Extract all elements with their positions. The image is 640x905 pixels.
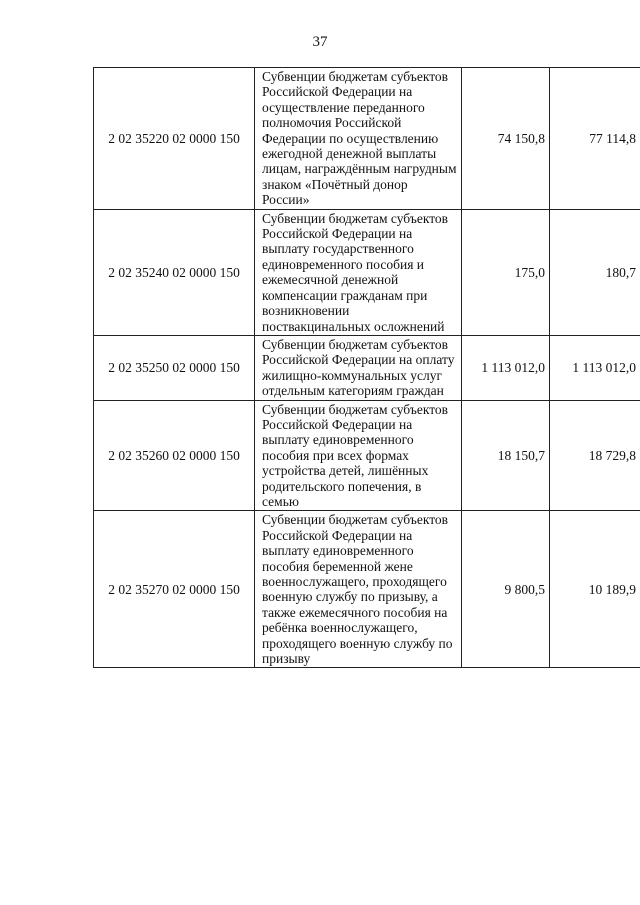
table-row bbox=[94, 511, 640, 668]
amount-year1-cell: 18 150,7 bbox=[462, 400, 550, 511]
revenue-name-cell: Субвенции бюджетам субъектов Российской Федерации на осуществление переданного полномочия Российской Федерации по осуществлению ежегодной денежной выплаты лицам, награждённым нагрудным знаком «Почётный донор России» bbox=[255, 68, 462, 210]
budget-code-cell: 2 02 35270 02 0000 150 bbox=[94, 511, 255, 668]
budget-code-cell: 2 02 35220 02 0000 150 bbox=[94, 68, 255, 210]
budget-code-cell: 2 02 35250 02 0000 150 bbox=[94, 335, 255, 400]
amount-year2-cell: 18 729,8 bbox=[550, 400, 640, 511]
amount-year2-cell: 10 189,9 bbox=[550, 511, 640, 668]
amount-year2-cell: 180,7 bbox=[550, 209, 640, 335]
budget-code-cell: 2 02 35260 02 0000 150 bbox=[94, 400, 255, 511]
table-row bbox=[94, 68, 640, 210]
revenue-name-cell: Субвенции бюджетам субъектов Российской Федерации на выплату единовременного пособия при всех формах устройства детей, лишённых родительского попечения, в семью bbox=[255, 400, 462, 511]
budget-table bbox=[93, 67, 640, 668]
table-row bbox=[94, 400, 640, 511]
table-row bbox=[94, 335, 640, 400]
revenue-name-cell: Субвенции бюджетам субъектов Российской Федерации на выплату государственного единовременного пособия и ежемесячной денежной компенсации гражданам при возникновении поствакцинальных осложнений bbox=[255, 209, 462, 335]
amount-year1-cell: 175,0 bbox=[462, 209, 550, 335]
amount-year1-cell: 9 800,5 bbox=[462, 511, 550, 668]
amount-year2-cell: 1 113 012,0 bbox=[550, 335, 640, 400]
table-row bbox=[94, 209, 640, 335]
amount-year1-cell: 74 150,8 bbox=[462, 68, 550, 210]
page-number: 37 bbox=[312, 34, 328, 50]
amount-year1-cell: 1 113 012,0 bbox=[462, 335, 550, 400]
budget-code-cell: 2 02 35240 02 0000 150 bbox=[94, 209, 255, 335]
amount-year2-cell: 77 114,8 bbox=[550, 68, 640, 210]
revenue-name-cell: Субвенции бюджетам субъектов Российской Федерации на выплату единовременного пособия беременной жене военнослужащего, проходящего военную службу по призыву, а также ежемесячного пособия на ребёнка военнослужащего, проходящего военную службу по призыву bbox=[255, 511, 462, 668]
revenue-name-cell: Субвенции бюджетам субъектов Российской Федерации на оплату жилищно-коммунальных услуг отдельным категориям граждан bbox=[255, 335, 462, 400]
